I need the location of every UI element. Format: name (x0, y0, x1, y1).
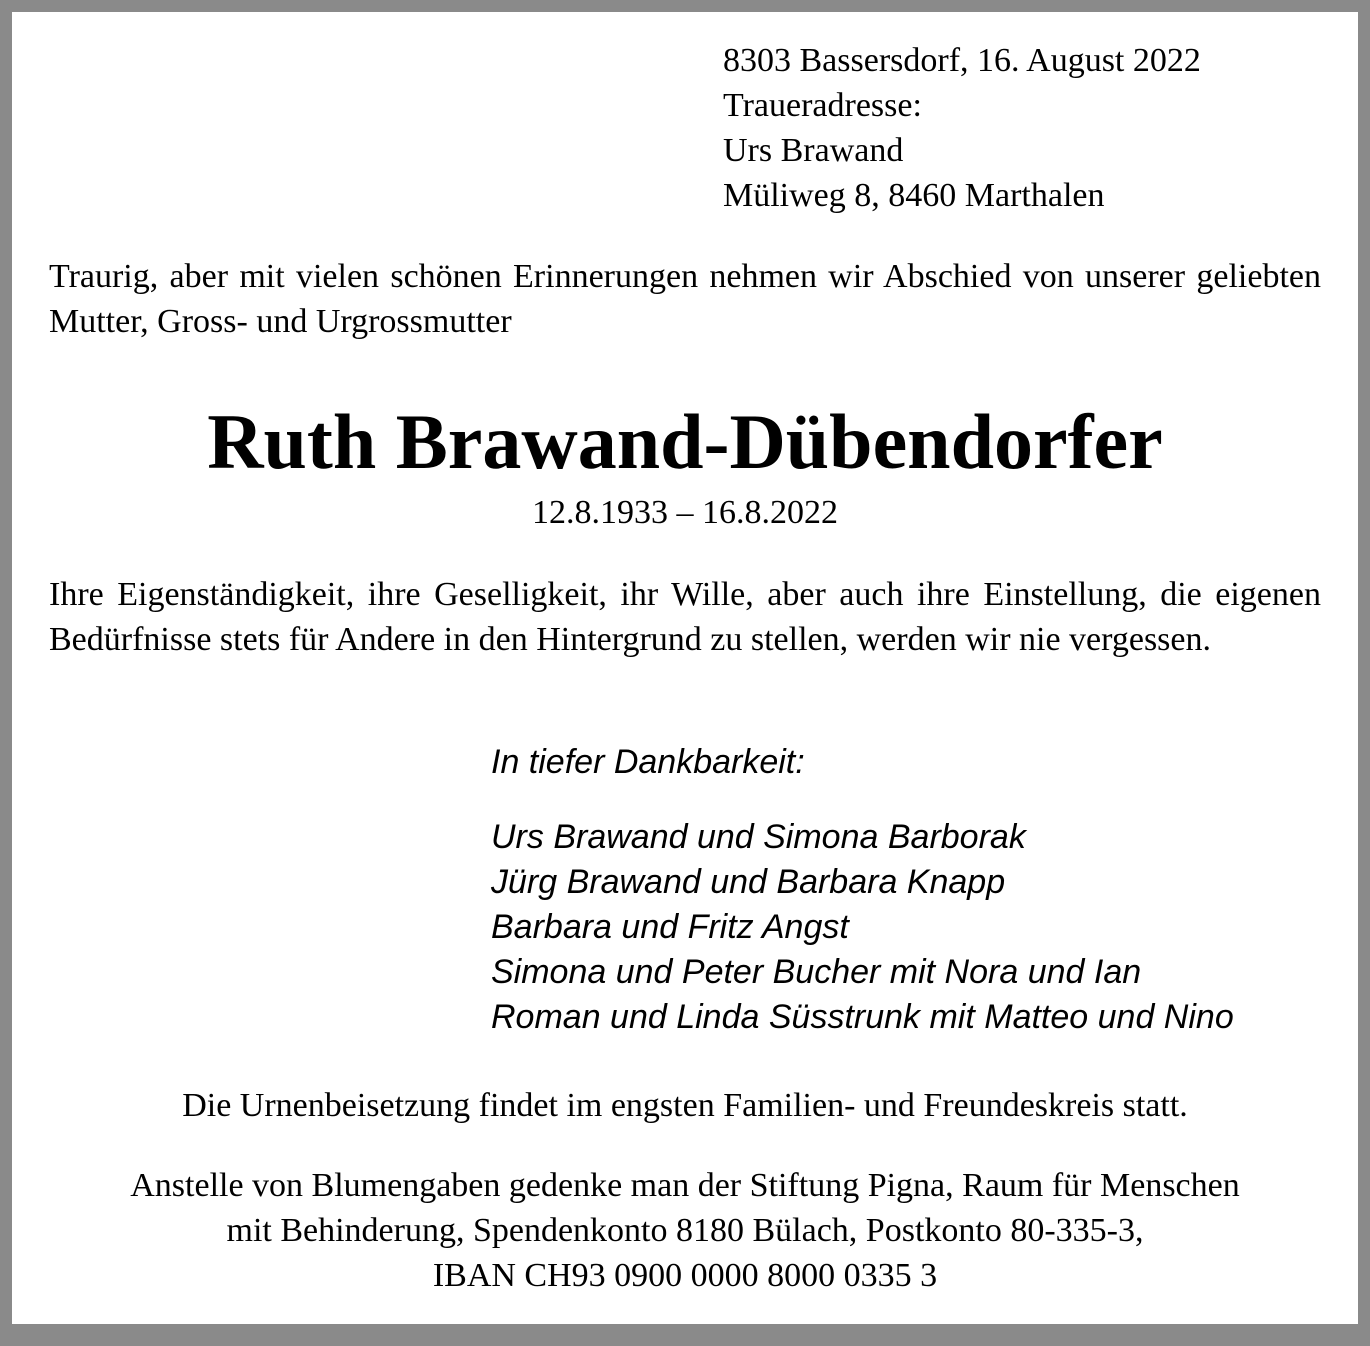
urn-notice: Die Urnenbeisetzung findet im engsten Familien- und Freundeskreis statt. (182, 1087, 1188, 1124)
obituary-notice (12, 12, 1358, 1324)
signer-line: Barbara und Fritz Angst (491, 908, 849, 946)
signer-line: Simona und Peter Bucher mit Nora und Ian (491, 953, 1142, 991)
place-date: 8303 Bassersdorf, 16. August 2022 (723, 42, 1201, 79)
address-name: Urs Brawand (723, 132, 904, 169)
tribute-text: Ihre Eigenständigkeit, ihre Geselligkeit, ihr Wille, aber auch ihre Einstellung, die eigenen Bedürfnisse stets für Andere in den Hintergrund zu stellen, werden wir nie vergessen. (49, 576, 1321, 658)
donation-line: mit Behinderung, Spendenkonto 8180 Bülach, Postkonto 80-335-3, (226, 1212, 1144, 1249)
signers-block (491, 740, 1234, 1040)
signers-heading: In tiefer Dankbarkeit: (491, 743, 805, 781)
donation-line: Anstelle von Blumengaben gedenke man der Stiftung Pigna, Raum für Menschen (130, 1167, 1240, 1204)
intro-text: Traurig, aber mit vielen schönen Erinnerungen nehmen wir Abschied von unserer geliebten Mutter, Gross- und Urgrossmutter (49, 258, 1321, 340)
deceased-name: Ruth Brawand-Dübendorfer (207, 398, 1163, 485)
signer-line: Jürg Brawand und Barbara Knapp (491, 863, 1006, 901)
address-label: Traueradresse: (723, 87, 922, 124)
address-street: Müliweg 8, 8460 Marthalen (723, 177, 1105, 214)
signer-line: Roman und Linda Süsstrunk mit Matteo und Nino (491, 998, 1234, 1036)
life-dates: 12.8.1933 – 16.8.2022 (532, 494, 838, 531)
donation-line: IBAN CH93 0900 0000 8000 0335 3 (432, 1257, 938, 1294)
signer-line: Urs Brawand und Simona Barborak (491, 818, 1026, 856)
donation-notice (12, 1163, 1358, 1298)
mourning-address (723, 38, 1201, 218)
